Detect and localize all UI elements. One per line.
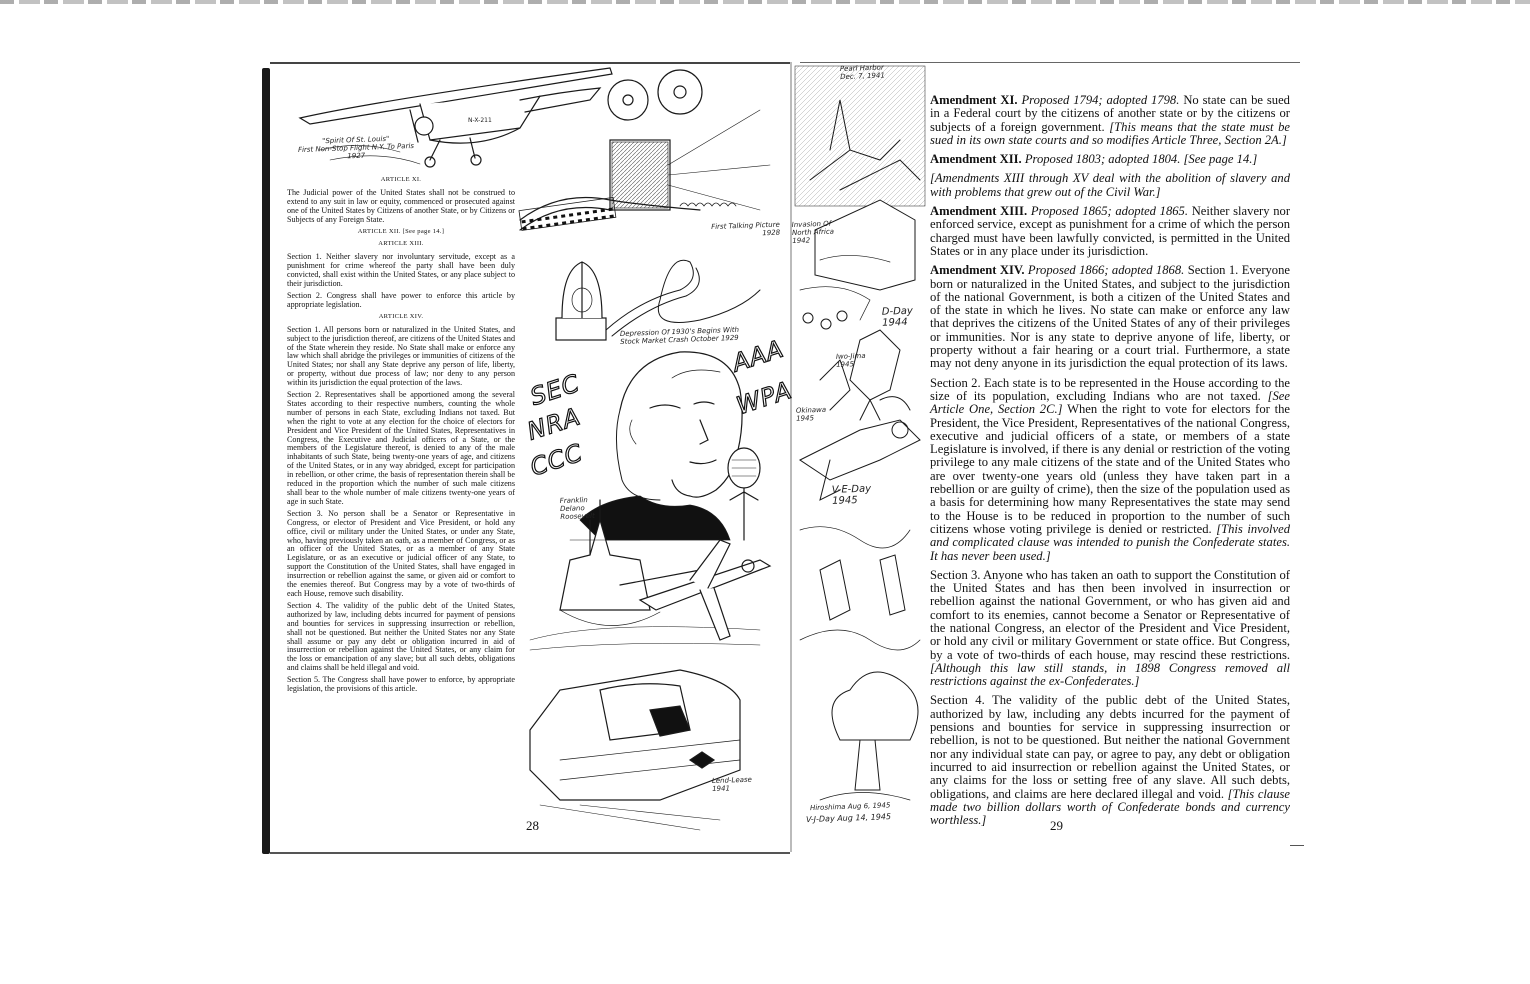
north-africa-caption: Invasion Of North Africa 1942 [791,219,835,246]
article-xii-heading: ARTICLE XII. [See page 14.] [357,227,445,235]
amendment-xiv-s2-text: Section 2. Each state is to be represented in the House according to the size of its population, excluding Indians who are not taxed. [930,375,1290,403]
left-page-number: 28 [526,818,539,833]
agency-letters-ccc: CCC [526,438,587,482]
article-xiii-section-2: Section 2. Congress shall have power to enforce this article by appropriate legislation. [287,290,515,309]
amendment-xiv-s2-text-b: When the right to vote for electors for the President, the Vice President, Representatives of the national Congress, executive and judicial officers of a state, or members of a state Legislature is involved, if there is any denial or restriction of the voting privilege to any male citizens of the state and of the United States who are over twenty-one years old (unless they have taken part in a rebellion or are guilty of crime), then the size of the population used as a basis for determining how many Representatives the state may send to the House is to be reduced in proportion to the number of such citizens whose voting privilege is denied or restricted. [930,402,1290,536]
article-xiv-section-4: Section 4. The validity of the public debt of the United States, authorized by law, including debts incurred for payment of pensions and bounties for services in suppressing insurrection or rebellion, shall not be questioned. But neither the United States nor any State shall assume or pay any debt or obligation incurred in aid of insurrection or rebellion against the United States, or any claim for the loss or emancipation of any slave; but all such debts, obligations and claims shall be held illegal and void. [287,600,515,673]
amendment-xiii-text: Neither slavery nor enforced service, except as punishment for a crime of which the person charged must have been lawfully convicted, is permitted in the United States or in any place under its jurisdiction. [930,204,1291,258]
article-xiv-section-5: Section 5. The Congress shall have power to enforce, by appropriate legislation, the provisions of this article. [287,675,515,694]
svg-text:N-X-211: N-X-211 [468,117,492,124]
article-xi-text: The Judicial power of the United States shall not be construed to extend to any suit in law or equity, commenced or prosecuted against one of the United States by Citizens of another State, or by Citizens or Subjects of any Foreign State. [287,187,515,224]
amendment-xiv-section-2 [930,377,1290,563]
locomotive-illustration [530,670,740,830]
dday-caption: D-Day 1944 [881,305,914,329]
amendment-xiv-s3-text: Section 3. Anyone who has taken an oath to support the Constitution of the United States and has then been involved in insurrection or rebellion against the national Government, or who has given aid and comfort to its enemies, cannot become a Senator or Representative of the national Congress, an elector of the President and Vice President, or hold any civil or military Government or state office. But Congress, by a vote of two-thirds of each house, may rescind these restrictions. [930,567,1290,662]
amendment-xii-title: Amendment XII. [930,152,1022,167]
amendments-xiii-xv-note [930,172,1290,199]
agency-letters-sec: SEC [526,368,584,412]
agency-letters-wpa: WPA [733,375,796,421]
amendment-xiii [930,205,1290,258]
pearl-harbor-caption: Pearl Harbor Dec. 7, 1941 [839,63,885,82]
amendment-xiv-section-4 [930,694,1290,827]
article-xi-heading: ARTICLE XI. [380,176,422,183]
lend-lease-caption: Lend-Lease 1941 [711,775,753,794]
amendment-xi-text: No state can be sued in a Federal court by the citizens of another state or by the citizens or subjects of a foreign government. [930,93,1290,134]
amendment-xi-note: [This means that the state must be sued in its own state courts and so modifies Article Three, Section 2A.] [930,119,1290,147]
article-xiv-section-3: Section 3. No person shall be a Senator or Representative in Congress, or elector of President and Vice President, or hold any office, civil or military under the United States, or under any State, who, having previously taken an oath, as a member of Congress, or as an officer of the United States, or as a member of any State Legislature, or as an executive or judicial officer of any State, to support the Constitution of the United States, shall have engaged in insurrection or rebellion against the same, or given aid or comfort to the enemies thereof. But Congress may by a vote of two-thirds of each House, remove such disability. [287,508,515,598]
amendment-xii-dates: Proposed 1803; adopted 1804. [See page 14.] [1024,152,1258,167]
article-xiv-section-2: Section 2. Representatives shall be apportioned among the several States according to their respective numbers, counting the whole number of persons in each State, excluding Indians not taxed. But when the right to vote at any election for the choice of electors for President and Vice President of the United States, Representatives in Congress, the Executive and Judicial officers of a State, or the members of the Legislature thereof, is denied to any of the male inhabitants of such State, being twenty-one years of age, and citizens of the United States, or in any way abridged, except for participation in rebellion, or other crime, the basis of representation therein shall be reduced in the proportion which the number of such male citizens shall bear to the whole number of male citizens twenty-one years of age in such State. [287,390,515,506]
amendment-xiv-s4-text: Section 4. The validity of the public debt of the United States, authorized by law, including any debts incurred for the payment of pensions and bounties for service in suppressing insurrection or rebellion, is not to be questioned. But neither the national Government nor any individual state can pay, or agree to pay, any debt or obligation incurred to aid insurrection or rebellion against the United States, or any claims for the loss or setting free of any slave. All such debts, obligations, and claims are here declared illegal and void. [930,693,1290,801]
right-page-text [930,94,1290,833]
veday-caption: V-E-Day 1945 [831,483,872,507]
amendment-xi [930,94,1290,147]
agency-letters-nra: NRA [523,402,585,446]
amendment-xiii-dates: Proposed 1865; adopted 1865. [1030,204,1188,219]
article-xiii-heading: ARTICLE XIII. [378,240,424,248]
amendment-xiv-title: Amendment XIV. [930,263,1025,278]
depression-caption: Depression Of 1930's Begins With Stock Market Crash October 1929 [619,325,740,346]
amendment-xii [930,153,1290,166]
left-page-text [287,174,515,697]
amendment-xi-title: Amendment XI. [930,93,1018,107]
iwo-jima-caption: Iwo-Jima 1945 [835,351,866,369]
amendment-xiv-s3-note: [Although this law still stands, in 1898 Congress removed all restrictions against the ex-Confederates.] [930,660,1290,689]
amendment-xiv-section-1 [930,264,1290,370]
amendment-xiv-s4-note: [This clause made two billion dollars worth of Confederate bonds and currency worthless.] [930,786,1290,828]
amendment-xiv-s2-note-2: [This involved and complicated clause was intended to punish the Confederate states. It has never been used.] [930,521,1290,563]
amendment-xiii-title: Amendment XIII. [930,204,1028,219]
amendments-note-text: [Amendments XIII through XV deal with the abolition of slavery and with problems that grew out of the Civil War.] [930,171,1290,199]
hiroshima-caption: Hiroshima Aug 6, 1945 [809,801,891,813]
amendment-xiv-dates: Proposed 1866; adopted 1868. [1027,263,1185,278]
amendment-xiv-section-3 [930,569,1290,689]
okinawa-caption: Okinawa 1945 [795,405,827,423]
amendment-xi-dates: Proposed 1794; adopted 1798. [1021,93,1180,107]
fdr-caption: Franklin Delano Roosevelt [559,496,595,522]
right-page-number: 29 [1050,818,1063,833]
vjday-caption: V-J-Day Aug 14, 1945 [805,812,892,825]
war-strip-illustration [795,66,925,800]
agency-letters-aaa: AAA [728,334,788,378]
plane-caption: "Spirit Of St. Louis" First Non-Stop Flight N.Y. To Paris 1927 [297,134,415,161]
bomber-plane-illustration [640,540,770,640]
article-xiv-section-1: Section 1. All persons born or naturalized in the United States, and subject to the jurisdiction thereof, are citizens of the United States and of the State wherein they reside. No State shall make or enforce any law which shall abridge the privileges or immunities of citizens of the United States; nor shall any State deprive any person of life, liberty, or property, without due process of law; nor deny to any person within its jurisdiction the equal protection of the laws. [287,324,515,388]
amendment-xiv-s2-note-1: [See Article One, Section 2C.] [930,388,1290,417]
article-xiv-heading: ARTICLE XIV. [378,312,424,320]
film-caption: First Talking Picture 1928 [711,220,781,238]
amendment-xiv-s1-text: Section 1. Everyone born or naturalized in the United States, and subject to the jurisdiction of the national Government, is both a citizen of the United States and of the state in which he lives. No state can make or enforce any law that deprives the citizens of the United States of any of their privileges or immunities. Nor is any state to deprive anyone of life, liberty, or property without a fair hearing or a court trial. Furthermore, a state may not deny anyone in its jurisdiction the equal protection of its laws. [930,263,1290,371]
article-xiii-section-1: Section 1. Neither slavery nor involuntary servitude, except as a punishment for crime whereof the party shall have been duly convicted, shall exist within the United States, or any place subject to their jurisdiction. [287,252,515,289]
